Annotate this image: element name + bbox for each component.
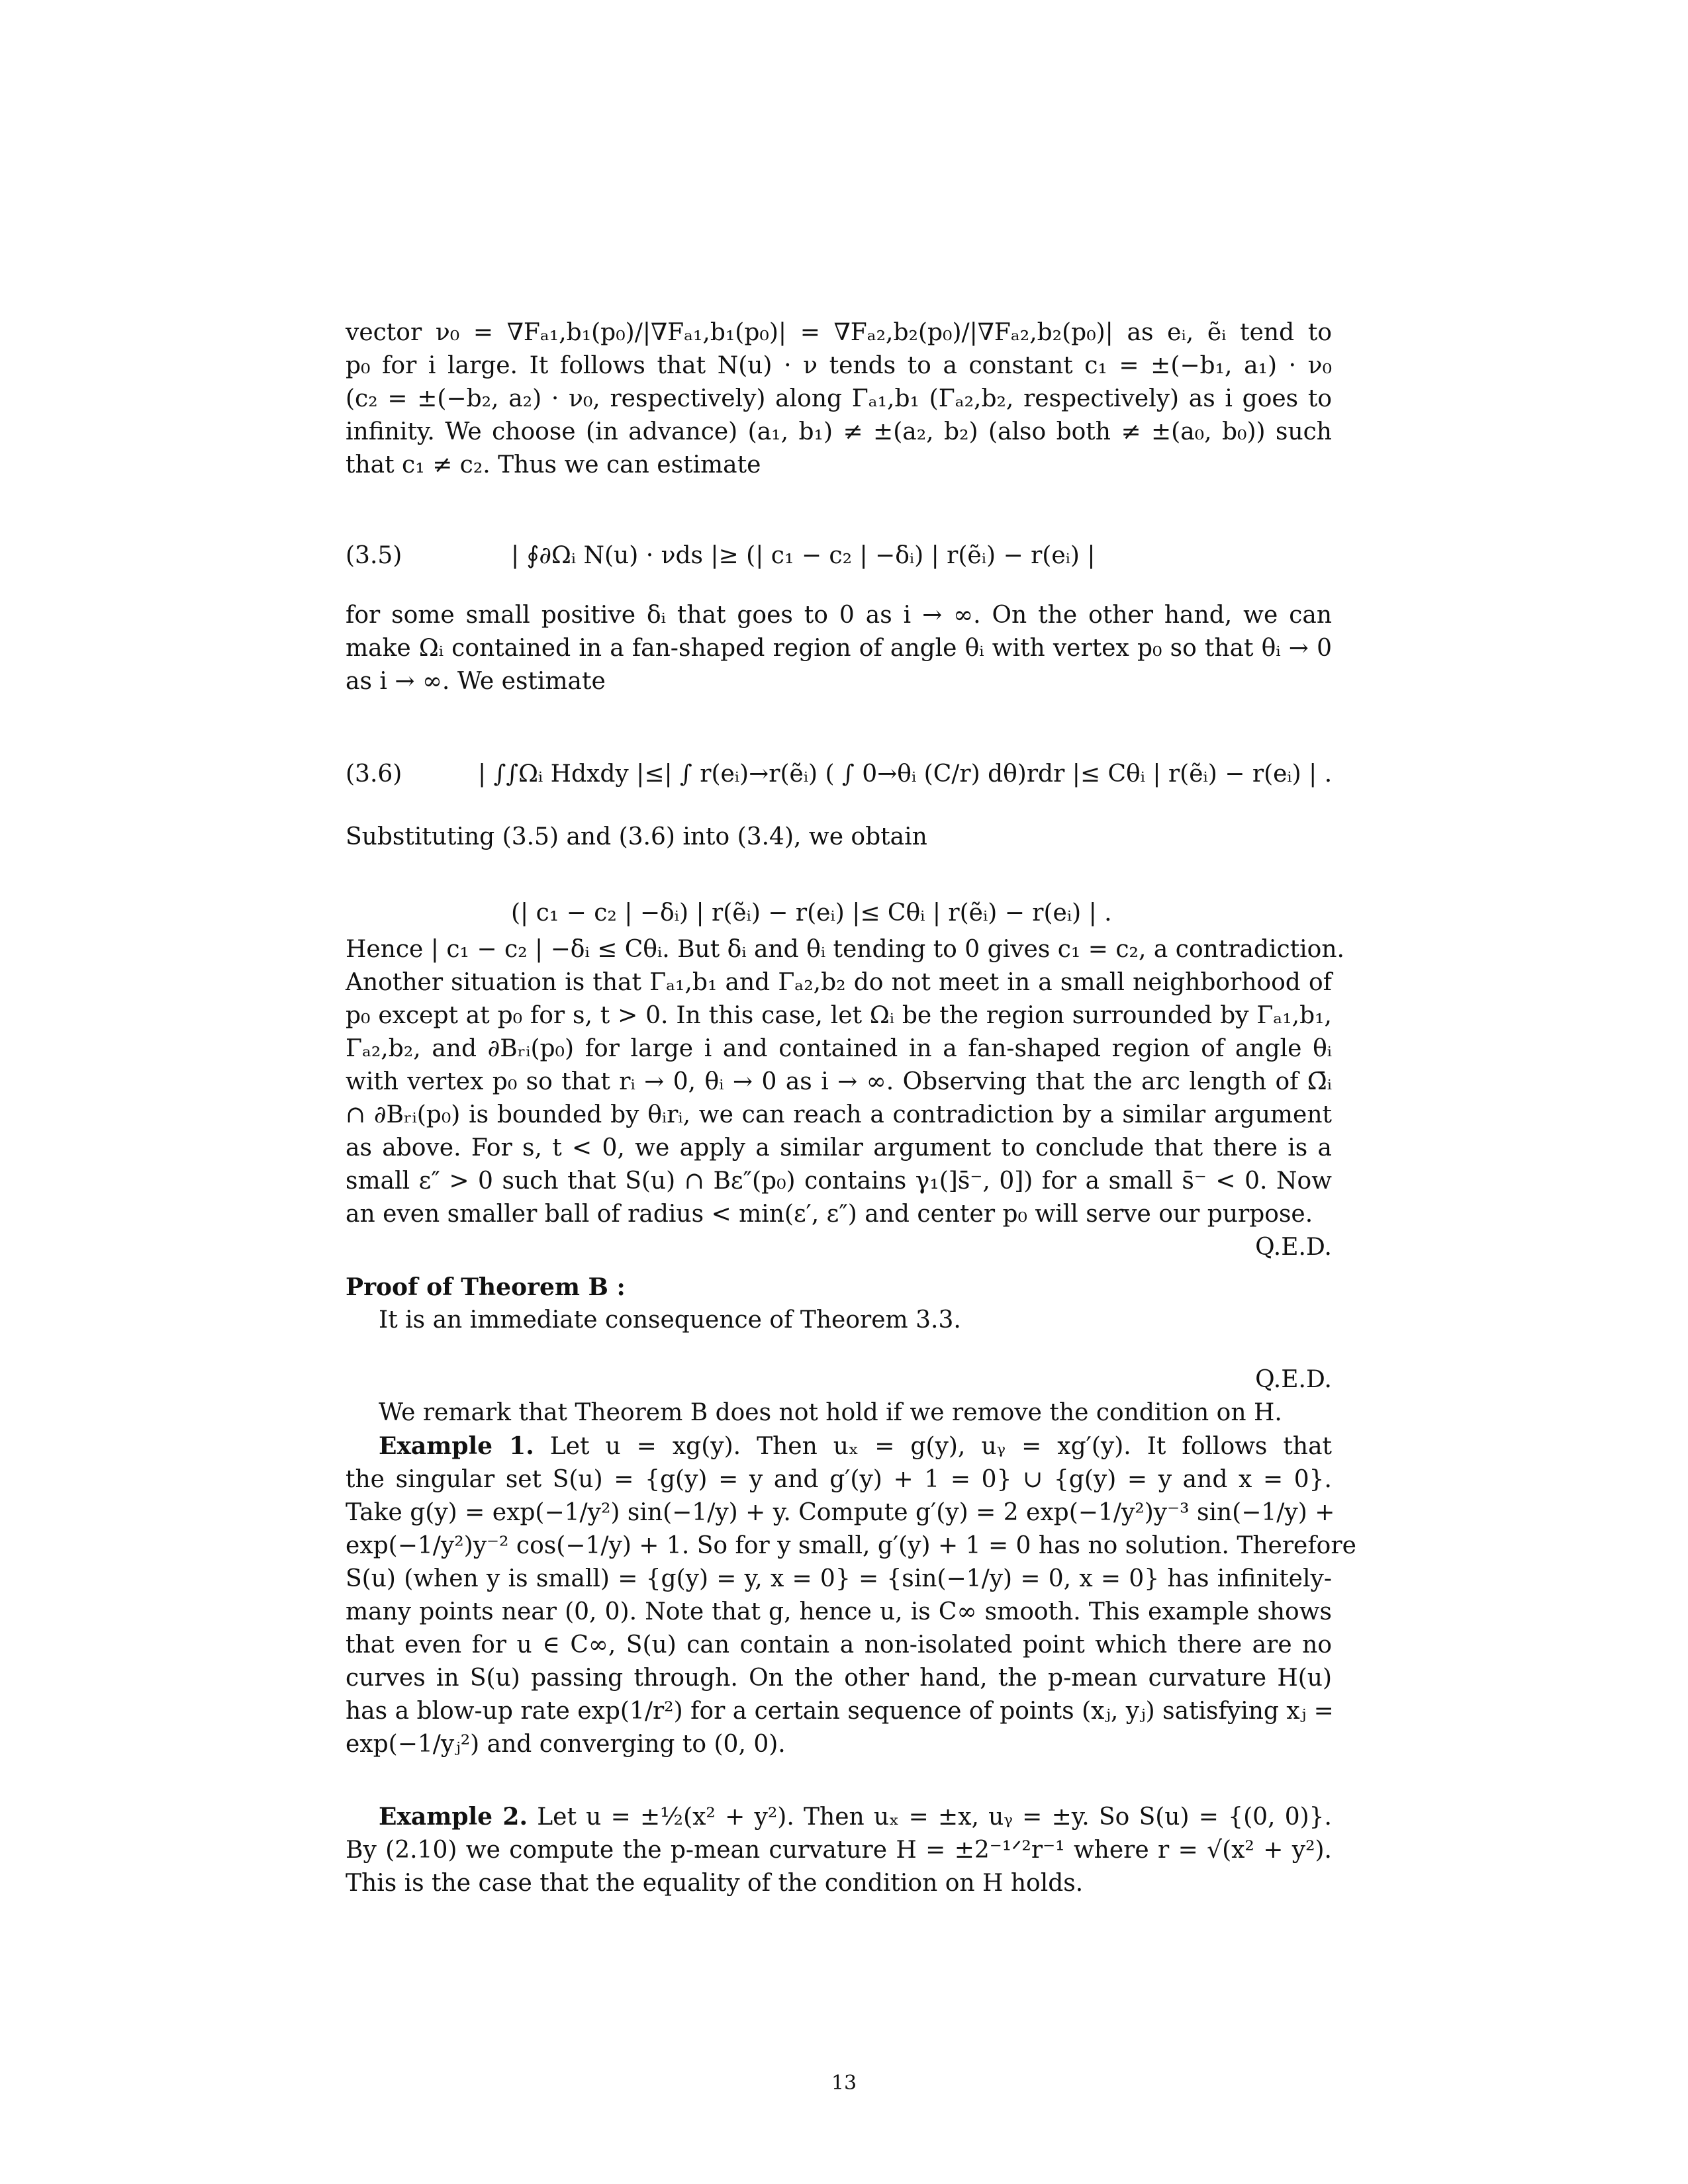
text-line: p₀ except at p₀ for s, t > 0. In this case, let Ωᵢ be the region surrounded by Γₐ₁,b₁, — [346, 1002, 1332, 1029]
text-line: an even smaller ball of radius < min(ε′, ε″) and center p₀ will serve our purpose. — [346, 1201, 1313, 1228]
text-line: Substituting (3.5) and (3.6) into (3.4), we obtain — [346, 823, 927, 850]
paragraph-2 — [346, 599, 1332, 698]
equation-label: (3.5) — [346, 542, 402, 569]
text-line: exp(−1/yⱼ²) and converging to (0, 0). — [346, 1731, 786, 1758]
example-label: Example 2. — [379, 1803, 528, 1831]
text-line: Another situation is that Γₐ₁,b₁ and Γₐ₂,b₂ do not meet in a small neighborhood of — [346, 969, 1332, 996]
equation-body: | ∮∂Ωᵢ N(u) · νds |≥ (| c₁ − c₂ | −δᵢ) | r(ẽᵢ) − r(eᵢ) | — [511, 542, 1096, 569]
substituting-line — [346, 821, 1332, 854]
qed-mark: Q.E.D. — [1255, 1366, 1332, 1393]
text-line: vector ν₀ = ∇Fₐ₁,b₁(p₀)/|∇Fₐ₁,b₁(p₀)| = ∇Fₐ₂,b₂(p₀)/|∇Fₐ₂,b₂(p₀)| as eᵢ, ẽᵢ tend to — [346, 319, 1332, 346]
equation-3-6 — [346, 748, 1332, 801]
text-line: Hence | c₁ − c₂ | −δᵢ ≤ Cθᵢ. But δᵢ and θᵢ tending to 0 gives c₁ = c₂, a contradiction. — [346, 936, 1344, 963]
qed-mark: Q.E.D. — [1255, 1234, 1332, 1261]
text-line: that c₁ ≠ c₂. Thus we can estimate — [346, 451, 761, 478]
equation-label: (3.6) — [346, 760, 402, 788]
text-line: with vertex p₀ so that rᵢ → 0, θᵢ → 0 as i → ∞. Observing that the arc length of Ω̄ᵢ — [346, 1068, 1332, 1095]
text-line — [346, 1430, 1332, 1463]
text-line: Take g(y) = exp(−1/y²) sin(−1/y) + y. Compute g′(y) = 2 exp(−1/y²)y⁻³ sin(−1/y) + — [346, 1499, 1335, 1526]
text-line: exp(−1/y²)y⁻² cos(−1/y) + 1. So for y small, g′(y) + 1 = 0 has no solution. Therefore — [346, 1532, 1356, 1559]
example-2 — [346, 1800, 1332, 1900]
equation-3-5 — [346, 529, 1332, 582]
text-line: the singular set S(u) = {g(y) = y and g′(y) + 1 = 0} ∪ {g(y) = y and x = 0}. — [346, 1466, 1332, 1493]
text-line: that even for u ∈ C∞, S(u) can contain a non-isolated point which there are no — [346, 1631, 1332, 1659]
example-text: Let u = ±½(x² + y²). Then uₓ = ±x, uᵧ = ±y. So S(u) = {(0, 0)}. — [528, 1803, 1333, 1831]
equation-body: | ∫∫Ωᵢ Hdxdy |≤| ∫ r(eᵢ)→r(ẽᵢ) ( ∫ 0→θᵢ (C/r) dθ)rdr |≤ Cθᵢ | r(ẽᵢ) − r(eᵢ) | . — [478, 760, 1333, 788]
paragraph-1 — [346, 316, 1332, 482]
text-line: It is an immediate consequence of Theorem 3.3. — [379, 1306, 961, 1334]
example-1 — [346, 1430, 1356, 1761]
proof-heading: Proof of Theorem B : — [346, 1273, 626, 1301]
text-line: small ε″ > 0 such that S(u) ∩ Bε″(p₀) contains γ₁(]s̄⁻, 0]) for a small s̄⁻ < 0. Now — [346, 1167, 1332, 1195]
text-line: as above. For s, t < 0, we apply a similar argument to conclude that there is a — [346, 1134, 1332, 1161]
paragraph-3 — [346, 933, 1344, 1264]
proof-section — [346, 1271, 1332, 1430]
text-line — [346, 1800, 1332, 1834]
text-line: infinity. We choose (in advance) (a₁, b₁) ≠ ±(a₂, b₂) (also both ≠ ±(a₀, b₀)) such — [346, 418, 1332, 445]
text-line: curves in S(u) passing through. On the other hand, the p-mean curvature H(u) — [346, 1664, 1332, 1692]
equation-unnumbered — [346, 887, 1332, 940]
text-line: has a blow-up rate exp(1/r²) for a certain sequence of points (xⱼ, yⱼ) satisfying xⱼ = — [346, 1698, 1334, 1725]
page-number: 13 — [831, 2071, 857, 2095]
text-line: By (2.10) we compute the p-mean curvature H = ±2⁻¹ᐟ²r⁻¹ where r = √(x² + y²). — [346, 1837, 1332, 1864]
text-line: for some small positive δᵢ that goes to 0 as i → ∞. On the other hand, we can — [346, 602, 1332, 629]
text-line: make Ωᵢ contained in a fan-shaped region of angle θᵢ with vertex p₀ so that θᵢ → 0 — [346, 635, 1332, 662]
example-label: Example 1. — [379, 1432, 534, 1460]
equation-body: (| c₁ − c₂ | −δᵢ) | r(ẽᵢ) − r(eᵢ) |≤ Cθᵢ | r(ẽᵢ) − r(eᵢ) | . — [511, 899, 1112, 927]
text-line: (c₂ = ±(−b₂, a₂) · ν₀, respectively) along Γₐ₁,b₁ (Γₐ₂,b₂, respectively) as i goes to — [346, 385, 1332, 412]
text-line: S(u) (when y is small) = {g(y) = y, x = 0} = {sin(−1/y) = 0, x = 0} has infinitely- — [346, 1565, 1332, 1592]
text-line: ∩ ∂Bᵣᵢ(p₀) is bounded by θᵢrᵢ, we can reach a contradiction by a similar argument — [346, 1101, 1332, 1128]
text-line: Γₐ₂,b₂, and ∂Bᵣᵢ(p₀) for large i and contained in a fan-shaped region of angle θᵢ — [346, 1035, 1332, 1062]
text-line: many points near (0, 0). Note that g, hence u, is C∞ smooth. This example shows — [346, 1598, 1332, 1625]
text-line: as i → ∞. We estimate — [346, 668, 606, 695]
remark-line: We remark that Theorem B does not hold if we remove the condition on H. — [379, 1399, 1282, 1426]
text-line: p₀ for i large. It follows that N(u) · ν tends to a constant c₁ = ±(−b₁, a₁) · ν₀ — [346, 352, 1332, 379]
example-text: Let u = xg(y). Then uₓ = g(y), uᵧ = xg′(y). It follows that — [534, 1433, 1333, 1460]
text-line: This is the case that the equality of the condition on H holds. — [346, 1870, 1084, 1897]
